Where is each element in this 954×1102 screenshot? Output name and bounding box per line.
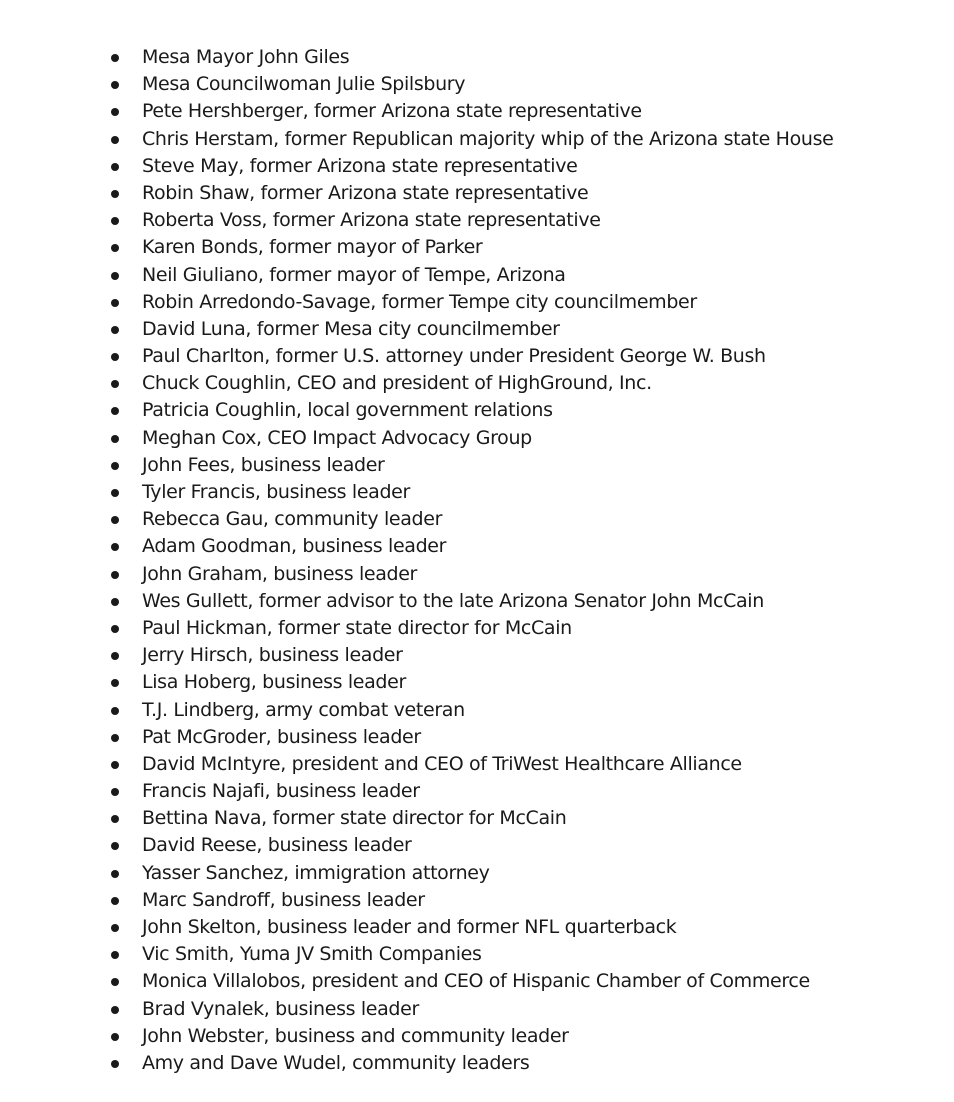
list-item-text: Bettina Nava, former state director for McCain — [142, 807, 567, 830]
list-item-text: Chuck Coughlin, CEO and president of HighGround, Inc. — [142, 372, 652, 395]
list-item — [0, 262, 833, 289]
bullet-icon — [111, 81, 119, 89]
list-item — [0, 615, 833, 642]
list-item — [0, 234, 833, 261]
list-item-text: Karen Bonds, former mayor of Parker — [142, 236, 483, 259]
bullet-icon — [111, 435, 119, 443]
list-item — [0, 968, 833, 995]
list-item — [0, 724, 833, 751]
list-item-text: Roberta Voss, former Arizona state representative — [142, 209, 601, 232]
list-item — [0, 370, 833, 397]
bullet-icon — [111, 652, 119, 660]
list-item-text: Robin Arredondo-Savage, former Tempe city councilmember — [142, 290, 697, 313]
bullet-icon — [111, 217, 119, 225]
list-item-text: John Skelton, business leader and former NFL quarterback — [142, 916, 677, 938]
bullet-icon — [111, 516, 119, 524]
list-item — [0, 44, 833, 71]
list-item — [0, 697, 833, 724]
bullet-icon — [111, 978, 119, 986]
list-item-text: T.J. Lindberg, army combat veteran — [142, 698, 465, 721]
list-item-text: David McIntyre, president and CEO of TriWest Healthcare Alliance — [142, 752, 742, 775]
bullet-icon — [111, 407, 119, 415]
list-item — [0, 533, 833, 560]
bullet-icon — [111, 761, 119, 769]
list-item — [0, 452, 833, 479]
list-item — [0, 71, 833, 98]
list-item-text: Lisa Hoberg, business leader — [142, 671, 406, 694]
bullet-icon — [111, 924, 119, 932]
list-item-text: Wes Gullett, former advisor to the late Arizona Senator John McCain — [142, 589, 764, 612]
list-item-text: Jerry Hirsch, business leader — [142, 644, 403, 667]
list-item — [0, 832, 833, 859]
bullet-icon — [111, 163, 119, 171]
list-item — [0, 207, 833, 234]
list-item — [0, 860, 833, 887]
list-item-text: Paul Charlton, former U.S. attorney under President George W. Bush — [142, 345, 766, 368]
list-item — [0, 887, 833, 914]
list-item — [0, 996, 833, 1023]
list-item-text: Mesa Mayor John Giles — [142, 46, 350, 68]
bullet-icon — [111, 870, 119, 878]
bullet-icon — [111, 951, 119, 959]
list-item — [0, 941, 833, 968]
bullet-icon — [111, 244, 119, 252]
list-item-text: Pat McGroder, business leader — [142, 725, 421, 748]
list-item — [0, 180, 833, 207]
bullet-icon — [111, 272, 119, 280]
list-item-text: Paul Hickman, former state director for McCain — [142, 616, 572, 639]
bullet-icon — [111, 1006, 119, 1014]
list-item-text: Marc Sandroff, business leader — [142, 888, 425, 911]
list-item-text: John Graham, business leader — [142, 562, 418, 585]
bullet-icon — [111, 353, 119, 361]
list-item — [0, 126, 833, 153]
list-item-text: David Luna, former Mesa city councilmember — [142, 317, 560, 340]
list-item-text: Yasser Sanchez, immigration attorney — [142, 861, 490, 884]
list-item — [0, 289, 833, 316]
bullet-icon — [111, 54, 119, 62]
list-item — [0, 914, 833, 941]
bullet-icon — [111, 707, 119, 715]
bullet-icon — [111, 679, 119, 687]
bullet-icon — [111, 734, 119, 742]
list-item-text: Francis Najafi, business leader — [142, 780, 420, 803]
bullet-icon — [111, 380, 119, 388]
bullet-icon — [111, 571, 119, 579]
list-item-text: Chris Herstam, former Republican majority whip of the Arizona state House — [142, 127, 834, 150]
bullet-icon — [111, 108, 119, 116]
list-item — [0, 588, 833, 615]
list-item — [0, 506, 833, 533]
list-item-text: Vic Smith, Yuma JV Smith Companies — [142, 943, 482, 966]
list-item-text: Neil Giuliano, former mayor of Tempe, Arizona — [142, 263, 566, 286]
bullet-icon — [111, 136, 119, 144]
list-item-text: Amy and Dave Wudel, community leaders — [142, 1051, 530, 1074]
list-item-text: Rebecca Gau, community leader — [142, 508, 443, 531]
bullet-icon — [111, 299, 119, 307]
list-item — [0, 153, 833, 180]
list-item-text: John Webster, business and community leader — [142, 1024, 569, 1047]
list-item — [0, 805, 833, 832]
endorsement-list — [0, 44, 833, 1077]
list-item — [0, 751, 833, 778]
bullet-icon — [111, 190, 119, 198]
bullet-icon — [111, 1060, 119, 1068]
list-item-text: Steve May, former Arizona state representative — [142, 154, 578, 177]
list-item-text: Tyler Francis, business leader — [142, 481, 410, 503]
bullet-icon — [111, 543, 119, 551]
list-item-text: Mesa Councilwoman Julie Spilsbury — [142, 73, 466, 96]
list-item-text: John Fees, business leader — [142, 453, 385, 476]
list-item — [0, 642, 833, 669]
list-item — [0, 669, 833, 696]
bullet-icon — [111, 788, 119, 796]
list-item — [0, 1050, 833, 1077]
list-item — [0, 425, 833, 452]
list-item — [0, 316, 833, 343]
bullet-icon — [111, 326, 119, 334]
bullet-icon — [111, 842, 119, 850]
list-item-text: David Reese, business leader — [142, 834, 412, 857]
bullet-icon — [111, 598, 119, 606]
bullet-icon — [111, 625, 119, 633]
list-item — [0, 561, 833, 588]
bullet-icon — [111, 1033, 119, 1041]
list-item — [0, 397, 833, 424]
list-item — [0, 778, 833, 805]
bullet-icon — [111, 489, 119, 497]
list-item-text: Pete Hershberger, former Arizona state representative — [142, 100, 642, 123]
bullet-icon — [111, 897, 119, 905]
list-item-text: Meghan Cox, CEO Impact Advocacy Group — [142, 426, 532, 449]
bullet-icon — [111, 815, 119, 823]
list-item — [0, 98, 833, 125]
list-item — [0, 479, 833, 506]
bullet-icon — [111, 462, 119, 470]
list-item-text: Robin Shaw, former Arizona state representative — [142, 181, 589, 204]
list-item-text: Patricia Coughlin, local government relations — [142, 399, 553, 422]
list-item — [0, 1023, 833, 1050]
list-item-text: Adam Goodman, business leader — [142, 535, 447, 558]
list-item-text: Monica Villalobos, president and CEO of Hispanic Chamber of Commerce — [142, 970, 810, 993]
list-item — [0, 343, 833, 370]
list-item-text: Brad Vynalek, business leader — [142, 997, 419, 1020]
